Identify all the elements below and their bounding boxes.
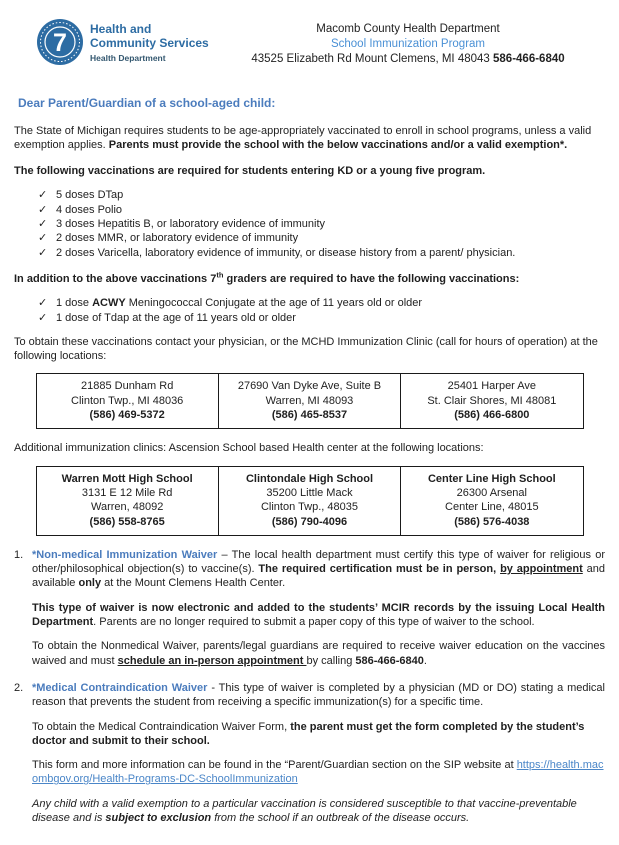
macomb-county-seal-icon (36, 18, 84, 70)
school-phone: (586) 576-4038 (454, 515, 530, 528)
clinic-cell-vandyke (218, 374, 400, 429)
list-item (38, 246, 605, 260)
medical-waiver-item (14, 681, 605, 835)
clinic-address-line1: 21885 Dunham Rd (80, 380, 174, 393)
check-icon: ✓ (38, 311, 48, 324)
list-item (38, 311, 605, 325)
nonmedical-waiver-item (14, 548, 605, 678)
logo-title-line2: Community Services (90, 35, 209, 50)
clinic-address-line1: 25401 Harper Ave (447, 380, 537, 393)
school-address-line2: Warren, 48092 (90, 501, 164, 514)
table-row (36, 466, 583, 535)
nonmedical-waiver-title: *Non-medical Immunization Waiver (32, 548, 218, 561)
w1-text2: and available (32, 563, 605, 590)
school-cell-warren-mott (36, 466, 218, 535)
check-icon: ✓ (38, 203, 48, 216)
school-name: Warren Mott High School (61, 472, 193, 485)
school-phone: (586) 790-4096 (271, 515, 348, 528)
w2-text: - This type of waiver is completed by a physician (MD or DO) stating a medical reason that prevents the student from receiving a specific immunization(s) for a specific time. (32, 681, 605, 709)
w1-p3-text: To obtain the Nonmedical Waiver, parents/legal guardians are required to receive waiver education on the vaccines waived and must (32, 640, 605, 667)
clinic-phone: (586) 469-5372 (89, 409, 165, 422)
school-cell-center-line (401, 466, 583, 535)
list-item (38, 231, 605, 245)
school-phone: (586) 558-8765 (89, 515, 165, 528)
w1-text3: at the Mount Clemens Health Center. (101, 577, 286, 590)
exclusion-text2: from the school if an outbreak of the disease occurs. (211, 811, 470, 824)
w2-p3-text: This form and more information can be found in the “Parent/Guardian section on the SIP website at (32, 759, 517, 772)
nonmedical-waiver-body (32, 548, 605, 678)
list-item (38, 203, 605, 217)
w1-p2-text: . Parents are no longer required to submit a paper copy of this type of waiver to the school. (93, 616, 535, 629)
clinic-address-line1: 27690 Van Dyke Ave, Suite B (237, 380, 382, 393)
w1-p2-bold: This type of waiver is now electronic and added to the students’ MCIR records by the issuing Local Health Department (32, 601, 605, 629)
kd-requirements-heading: The following vaccinations are required for students entering KD or a young five program. (14, 165, 486, 178)
item-number: 1. (14, 548, 24, 561)
grade7-heading-pre: In addition to the above vaccinations 7 (14, 272, 217, 285)
school-address-line1: 26300 Arsenal (456, 486, 527, 499)
svg-text:7: 7 (53, 29, 67, 57)
intro-paragraph (14, 124, 605, 153)
kd-vaccine-list (38, 188, 605, 259)
school-address-line1: 3131 E 12 Mile Rd (81, 486, 173, 499)
w1-bold: The required certification must be in person, (258, 563, 501, 576)
item1-post: Meningococcal Conjugate at the age of 11 years old or older (125, 297, 423, 310)
sip-website-link[interactable]: https://health.macombgov.org/Health-Programs-DC-SchoolImmunization (32, 759, 604, 786)
electronic-waiver-paragraph (32, 601, 605, 630)
org-phone: 586-466-6840 (493, 53, 565, 65)
clinic-phone: (586) 466-6800 (454, 409, 530, 422)
immunization-letter (14, 18, 605, 835)
item-number: 2. (14, 681, 24, 694)
nonmedical-waiver-paragraph (32, 548, 605, 591)
w1-p3-period: . (423, 654, 427, 667)
clinic-address-line2: Clinton Twp., MI 48036 (71, 394, 184, 407)
program-name: School Immunization Program (330, 38, 486, 50)
medical-waiver-body (32, 681, 605, 835)
w2-p2-text: To obtain the Medical Contraindication Waiver Form, (32, 720, 291, 733)
table-row (36, 374, 583, 429)
org-address-block (217, 22, 599, 67)
check-icon: ✓ (38, 246, 48, 259)
check-icon: ✓ (38, 297, 48, 310)
w1-p3-bold-underline: schedule an in-person appointment (117, 654, 307, 667)
school-cell-clintondale (218, 466, 400, 535)
sip-website-paragraph (32, 758, 605, 787)
waiver-form-paragraph (32, 720, 605, 749)
grade7-heading-sup: th (216, 270, 224, 280)
logo-subtitle: Health Department (90, 53, 166, 63)
list-item-text: 1 dose of Tdap at the age of 11 years old or older (56, 311, 296, 324)
grade7-requirements-heading (14, 272, 605, 286)
appointment-paragraph (32, 639, 605, 668)
check-icon: ✓ (38, 232, 48, 245)
w1-p3-text2: by calling (306, 654, 356, 667)
org-address: 43525 Elizabeth Rd Mount Clemens, MI 48043 (251, 53, 490, 65)
exclusion-text: Any child with a valid exemption to a particular vaccination is considered susceptible to that vaccine-preventable disease and is (32, 797, 577, 824)
school-address-line2: Center Line, 48015 (445, 501, 539, 514)
list-item-text: 5 doses DTap (56, 189, 124, 202)
grade7-heading-post: graders are required to have the following vaccinations: (223, 272, 520, 285)
clinic-phone: (586) 465-8537 (271, 409, 348, 422)
school-address-line1: 35200 Little Mack (266, 486, 353, 499)
w1-bold2: only (78, 577, 102, 590)
w2-p2-bold: the parent must get the form completed by the student’s doctor and submit to their school. (32, 720, 585, 747)
item1-bold: ACWY (92, 297, 126, 310)
school-health-center-table (36, 466, 584, 536)
ascension-intro-paragraph: Additional immunization clinics: Ascension School based Health center at the following locations: (14, 442, 484, 455)
clinic-address-line2: Warren, MI 48093 (265, 394, 354, 407)
check-icon: ✓ (38, 218, 48, 231)
clinic-cell-dunham (36, 374, 218, 429)
clinics-intro-paragraph: To obtain these vaccinations contact your physician, or the MCHD Immunization Clinic (call for hours of operation) at the following locations: (14, 335, 598, 363)
list-item-text: 2 doses MMR, or laboratory evidence of immunity (56, 232, 299, 245)
medical-waiver-title: *Medical Contraindication Waiver (32, 681, 208, 694)
org-address-line (217, 52, 599, 67)
school-name: Center Line High School (427, 472, 556, 485)
list-item-text: 2 doses Varicella, laboratory evidence of immunity, or disease history from a parent/ physician. (56, 246, 516, 259)
school-address-line2: Clinton Twp., 48035 (260, 501, 358, 514)
logo-title-line1: Health and (90, 22, 152, 36)
letterhead (14, 18, 605, 70)
w1-p3-phone: 586-466-6840 (355, 654, 424, 667)
list-item (38, 217, 605, 231)
list-item-text: 3 doses Hepatitis B, or laboratory evidence of immunity (56, 218, 326, 231)
exclusion-note (32, 797, 605, 826)
school-name: Clintondale High School (245, 472, 374, 485)
item1-pre: 1 dose (56, 297, 93, 310)
department-logo (36, 18, 209, 70)
salutation: Dear Parent/Guardian of a school-aged child: (18, 96, 276, 111)
clinic-cell-harper (401, 374, 583, 429)
list-item-text: 4 doses Polio (56, 203, 123, 216)
intro-bold-text: Parents must provide the school with the below vaccinations and/or a valid exemption*. (108, 138, 568, 151)
clinic-address-line2: St. Clair Shores, MI 48081 (427, 394, 557, 407)
grade7-vaccine-list (38, 296, 605, 325)
list-item-text (56, 296, 422, 310)
list-item (38, 188, 605, 202)
exclusion-bold: subject to exclusion (105, 811, 212, 824)
list-item (38, 296, 605, 310)
medical-waiver-paragraph (32, 681, 605, 710)
intro-text: The State of Michigan requires students to be age-appropriately vaccinated to enroll in school programs, unless a valid exemption applies. (14, 124, 592, 151)
w1-bold-underline: by appointment (500, 563, 583, 576)
w1-text: – The local health department must certify this type of waiver for religious or other/philosophical objection(s) to vaccine(s). (32, 548, 605, 576)
org-name: Macomb County Health Department (316, 23, 500, 35)
check-icon: ✓ (38, 189, 48, 202)
logo-wordmark (90, 23, 209, 65)
mchd-clinic-table (36, 373, 584, 429)
